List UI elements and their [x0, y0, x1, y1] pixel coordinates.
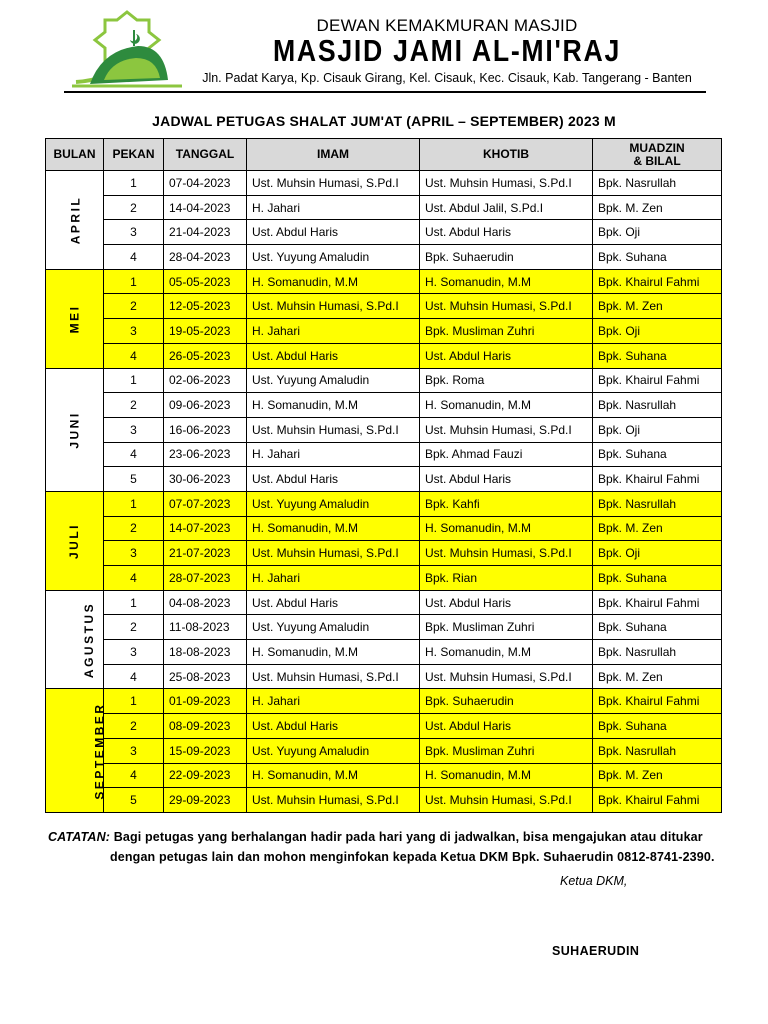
pekan-cell: 2 [104, 516, 164, 541]
table-row [46, 788, 722, 813]
table-row [46, 393, 722, 418]
muadzin-cell: Bpk. Nasrullah [593, 393, 722, 418]
pekan-cell: 2 [104, 195, 164, 220]
table-row [46, 368, 722, 393]
imam-cell: H. Somanudin, M.M [247, 763, 420, 788]
imam-cell: Ust. Yuyung Amaludin [247, 738, 420, 763]
tanggal-cell: 01-09-2023 [164, 689, 247, 714]
muadzin-cell: Bpk. M. Zen [593, 664, 722, 689]
table-row [46, 714, 722, 739]
imam-cell: Ust. Muhsin Humasi, S.Pd.I [247, 664, 420, 689]
muadzin-cell: Bpk. Nasrullah [593, 738, 722, 763]
header-muadzin [593, 139, 722, 171]
month-cell [46, 689, 107, 812]
imam-cell: H. Somanudin, M.M [247, 640, 420, 665]
month-cell [46, 590, 104, 689]
pekan-cell: 2 [104, 294, 164, 319]
imam-cell: Ust. Muhsin Humasi, S.Pd.I [247, 541, 420, 566]
imam-cell: Ust. Abdul Haris [247, 467, 420, 492]
khotib-cell: Ust. Muhsin Humasi, S.Pd.I [420, 664, 593, 689]
month-label: APRIL [68, 195, 83, 245]
table-row [46, 640, 722, 665]
tanggal-cell: 11-08-2023 [164, 615, 247, 640]
organization-name: DEWAN KEMAKMURAN MASJID [316, 16, 578, 35]
khotib-cell: Ust. Muhsin Humasi, S.Pd.I [420, 788, 593, 813]
table-row [46, 417, 722, 442]
imam-cell: Ust. Muhsin Humasi, S.Pd.I [247, 417, 420, 442]
tanggal-cell: 04-08-2023 [164, 590, 247, 615]
khotib-cell: H. Somanudin, M.M [420, 269, 593, 294]
pekan-cell: 2 [104, 615, 164, 640]
tanggal-cell: 29-09-2023 [164, 788, 247, 813]
khotib-cell: Ust. Muhsin Humasi, S.Pd.I [420, 294, 593, 319]
khotib-cell: Bpk. Roma [420, 368, 593, 393]
imam-cell: H. Jahari [247, 319, 420, 344]
note-line1: Bagi petugas yang berhalangan hadir pada hari yang di jadwalkan, bisa mengajukan atau ditukar [113, 830, 703, 844]
imam-cell: Ust. Abdul Haris [247, 714, 420, 739]
tanggal-cell: 22-09-2023 [164, 763, 247, 788]
imam-cell: H. Jahari [247, 689, 420, 714]
khotib-cell: Bpk. Rian [420, 566, 593, 591]
month-cell [46, 171, 104, 270]
muadzin-cell: Bpk. Khairul Fahmi [593, 788, 722, 813]
pekan-cell: 1 [104, 171, 164, 196]
table-row [46, 541, 722, 566]
month-label: AGUSTUS [82, 601, 97, 678]
khotib-cell: Bpk. Musliman Zuhri [420, 319, 593, 344]
tanggal-cell: 23-06-2023 [164, 442, 247, 467]
tanggal-cell: 14-07-2023 [164, 516, 247, 541]
tanggal-cell: 30-06-2023 [164, 467, 247, 492]
header-bulan: BULAN [46, 139, 104, 171]
imam-cell: H. Somanudin, M.M [247, 516, 420, 541]
pekan-cell: 3 [104, 417, 164, 442]
khotib-cell: Ust. Muhsin Humasi, S.Pd.I [420, 541, 593, 566]
imam-cell: Ust. Yuyung Amaludin [247, 491, 420, 516]
month-cell [46, 368, 104, 491]
muadzin-cell: Bpk. Nasrullah [593, 640, 722, 665]
pekan-cell: 1 [104, 689, 164, 714]
muadzin-cell: Bpk. Suhana [593, 343, 722, 368]
month-label: MEI [67, 304, 82, 334]
muadzin-cell: Bpk. M. Zen [593, 516, 722, 541]
tanggal-cell: 28-07-2023 [164, 566, 247, 591]
tanggal-cell: 16-06-2023 [164, 417, 247, 442]
tanggal-cell: 05-05-2023 [164, 269, 247, 294]
muadzin-cell: Bpk. M. Zen [593, 195, 722, 220]
khotib-cell: Ust. Abdul Haris [420, 343, 593, 368]
pekan-cell: 1 [104, 590, 164, 615]
khotib-cell: Bpk. Ahmad Fauzi [420, 442, 593, 467]
muadzin-cell: Bpk. Suhana [593, 245, 722, 270]
tanggal-cell: 12-05-2023 [164, 294, 247, 319]
header-khotib: KHOTIB [420, 139, 593, 171]
month-label: JUNI [67, 411, 82, 449]
imam-cell: H. Jahari [247, 442, 420, 467]
imam-cell: Ust. Yuyung Amaludin [247, 245, 420, 270]
table-row [46, 763, 722, 788]
tanggal-cell: 08-09-2023 [164, 714, 247, 739]
month-cell [46, 269, 104, 368]
imam-cell: H. Somanudin, M.M [247, 393, 420, 418]
khotib-cell: Bpk. Suhaerudin [420, 689, 593, 714]
table-row [46, 491, 722, 516]
muadzin-cell: Bpk. Oji [593, 541, 722, 566]
table-row [46, 269, 722, 294]
tanggal-cell: 21-07-2023 [164, 541, 247, 566]
pekan-cell: 3 [104, 541, 164, 566]
khotib-cell: H. Somanudin, M.M [420, 393, 593, 418]
schedule-table [45, 138, 722, 813]
table-row [46, 245, 722, 270]
table-row [46, 220, 722, 245]
mosque-address: Jln. Padat Karya, Kp. Cisauk Girang, Kel. Cisauk, Kec. Cisauk, Kab. Tangerang - Banten [202, 71, 692, 85]
muadzin-cell: Bpk. Oji [593, 417, 722, 442]
muadzin-cell: Bpk. Khairul Fahmi [593, 467, 722, 492]
tanggal-cell: 15-09-2023 [164, 738, 247, 763]
schedule-body [46, 171, 722, 813]
pekan-cell: 4 [104, 664, 164, 689]
tanggal-cell: 07-07-2023 [164, 491, 247, 516]
khotib-cell: Bpk. Musliman Zuhri [420, 738, 593, 763]
muadzin-cell: Bpk. Suhana [593, 615, 722, 640]
khotib-cell: H. Somanudin, M.M [420, 640, 593, 665]
tanggal-cell: 18-08-2023 [164, 640, 247, 665]
muadzin-cell: Bpk. Khairul Fahmi [593, 689, 722, 714]
pekan-cell: 1 [104, 368, 164, 393]
khotib-cell: Ust. Abdul Haris [420, 590, 593, 615]
muadzin-cell: Bpk. M. Zen [593, 763, 722, 788]
imam-cell: Ust. Muhsin Humasi, S.Pd.I [247, 788, 420, 813]
header-pekan: PEKAN [104, 139, 164, 171]
khotib-cell: Ust. Muhsin Humasi, S.Pd.I [420, 171, 593, 196]
table-row [46, 664, 722, 689]
pekan-cell: 1 [104, 491, 164, 516]
muadzin-cell: Bpk. Suhana [593, 714, 722, 739]
muadzin-cell: Bpk. Oji [593, 220, 722, 245]
imam-cell: H. Jahari [247, 566, 420, 591]
pekan-cell: 5 [104, 467, 164, 492]
muadzin-cell: Bpk. Khairul Fahmi [593, 368, 722, 393]
imam-cell: Ust. Abdul Haris [247, 343, 420, 368]
pekan-cell: 5 [104, 788, 164, 813]
pekan-cell: 2 [104, 393, 164, 418]
pekan-cell: 4 [104, 763, 164, 788]
imam-cell: Ust. Muhsin Humasi, S.Pd.I [247, 294, 420, 319]
table-row [46, 590, 722, 615]
tanggal-cell: 21-04-2023 [164, 220, 247, 245]
table-row [46, 319, 722, 344]
khotib-cell: Bpk. Suhaerudin [420, 245, 593, 270]
table-row [46, 738, 722, 763]
muadzin-cell: Bpk. Nasrullah [593, 171, 722, 196]
table-row [46, 442, 722, 467]
pekan-cell: 4 [104, 245, 164, 270]
signature-name: SUHAERUDIN [552, 944, 640, 958]
mosque-logo [68, 10, 186, 88]
pekan-cell: 4 [104, 566, 164, 591]
table-row [46, 615, 722, 640]
month-cell [46, 491, 104, 590]
khotib-cell: H. Somanudin, M.M [420, 516, 593, 541]
pekan-cell: 1 [104, 269, 164, 294]
table-row [46, 516, 722, 541]
note-label: CATATAN: [48, 830, 111, 844]
signature-role: Ketua DKM, [560, 874, 628, 888]
pekan-cell: 3 [104, 220, 164, 245]
imam-cell: Ust. Muhsin Humasi, S.Pd.I [247, 171, 420, 196]
pekan-cell: 3 [104, 738, 164, 763]
note-line2: dengan petugas lain dan mohon menginfokan kepada Ketua DKM Bpk. Suhaerudin 0812-8741-2390. [110, 850, 715, 864]
tanggal-cell: 09-06-2023 [164, 393, 247, 418]
pekan-cell: 2 [104, 714, 164, 739]
tanggal-cell: 07-04-2023 [164, 171, 247, 196]
imam-cell: Ust. Yuyung Amaludin [247, 615, 420, 640]
header-muadzin-line1: MUADZIN [629, 140, 685, 155]
note [48, 827, 728, 867]
muadzin-cell: Bpk. Khairul Fahmi [593, 269, 722, 294]
imam-cell: H. Somanudin, M.M [247, 269, 420, 294]
khotib-cell: Ust. Abdul Haris [420, 714, 593, 739]
pekan-cell: 3 [104, 640, 164, 665]
imam-cell: Ust. Abdul Haris [247, 220, 420, 245]
header-imam: IMAM [247, 139, 420, 171]
muadzin-cell: Bpk. Khairul Fahmi [593, 590, 722, 615]
khotib-cell: Bpk. Musliman Zuhri [420, 615, 593, 640]
muadzin-cell: Bpk. Oji [593, 319, 722, 344]
header-divider [64, 91, 706, 93]
table-row [46, 467, 722, 492]
pekan-cell: 4 [104, 343, 164, 368]
khotib-cell: Ust. Abdul Haris [420, 220, 593, 245]
khotib-cell: Ust. Abdul Haris [420, 467, 593, 492]
muadzin-cell: Bpk. Suhana [593, 566, 722, 591]
table-row [46, 689, 722, 714]
table-row [46, 171, 722, 196]
header-muadzin-line2: & BILAL [633, 153, 681, 168]
tanggal-cell: 19-05-2023 [164, 319, 247, 344]
mosque-name: MASJID JAMI AL-MI'RAJ [272, 33, 622, 68]
document-title: JADWAL PETUGAS SHALAT JUM'AT (APRIL – SEPTEMBER) 2023 M [152, 113, 616, 129]
khotib-cell: Ust. Abdul Jalil, S.Pd.I [420, 195, 593, 220]
imam-cell: H. Jahari [247, 195, 420, 220]
table-row [46, 566, 722, 591]
table-header-row [46, 139, 722, 171]
pekan-cell: 3 [104, 319, 164, 344]
khotib-cell: Ust. Muhsin Humasi, S.Pd.I [420, 417, 593, 442]
imam-cell: Ust. Yuyung Amaludin [247, 368, 420, 393]
tanggal-cell: 28-04-2023 [164, 245, 247, 270]
khotib-cell: H. Somanudin, M.M [420, 763, 593, 788]
imam-cell: Ust. Abdul Haris [247, 590, 420, 615]
muadzin-cell: Bpk. Nasrullah [593, 491, 722, 516]
khotib-cell: Bpk. Kahfi [420, 491, 593, 516]
month-label: JULI [67, 522, 82, 559]
muadzin-cell: Bpk. M. Zen [593, 294, 722, 319]
pekan-cell: 4 [104, 442, 164, 467]
tanggal-cell: 14-04-2023 [164, 195, 247, 220]
header-tanggal: TANGGAL [164, 139, 247, 171]
table-row [46, 195, 722, 220]
tanggal-cell: 02-06-2023 [164, 368, 247, 393]
muadzin-cell: Bpk. Suhana [593, 442, 722, 467]
month-label: SEPTEMBER [92, 702, 107, 800]
tanggal-cell: 25-08-2023 [164, 664, 247, 689]
table-row [46, 294, 722, 319]
table-row [46, 343, 722, 368]
tanggal-cell: 26-05-2023 [164, 343, 247, 368]
